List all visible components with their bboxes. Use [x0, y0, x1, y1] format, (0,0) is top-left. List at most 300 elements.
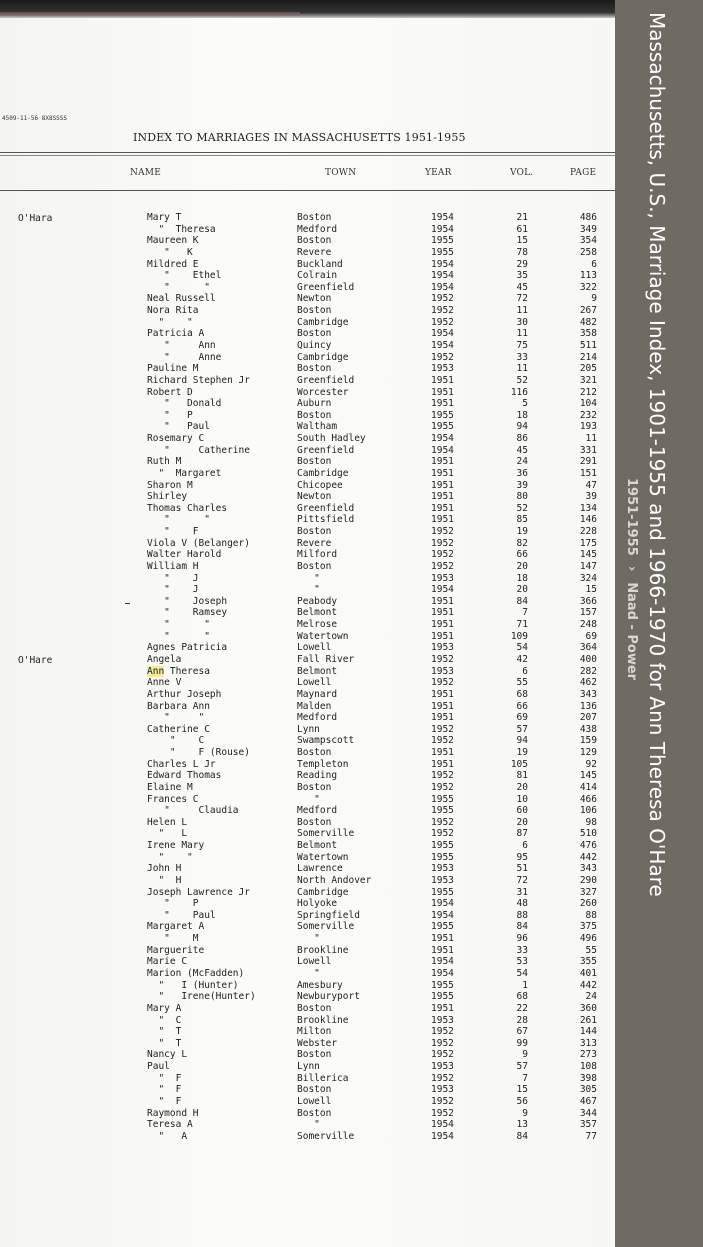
entry-name: Paul	[147, 1061, 170, 1072]
entry-town: Cambridge	[297, 351, 349, 363]
entry-name: " "	[147, 281, 210, 293]
entry-name: Ann Theresa	[147, 665, 210, 677]
entry-name: " "	[147, 514, 210, 526]
table-row	[0, 1084, 615, 1096]
entry-vol: 20	[516, 816, 528, 828]
entry-vol: 48	[516, 898, 528, 910]
entry-year: 1955	[431, 921, 454, 933]
table-row	[0, 712, 615, 724]
table-row	[0, 619, 615, 631]
entry-name: " C	[147, 735, 205, 747]
entry-vol: 54	[516, 642, 528, 654]
entry-year: 1954	[431, 433, 454, 444]
entry-page: 39	[585, 491, 597, 503]
entry-name: " Joseph	[147, 595, 228, 607]
entry-name: " C	[147, 1014, 182, 1026]
entry-year: 1954	[431, 258, 454, 270]
surname-ohare: O'Hare	[18, 655, 53, 666]
table-row	[0, 724, 615, 736]
entry-town: Lawrence	[297, 863, 343, 875]
entry-name: " "	[147, 316, 193, 328]
entry-page: 327	[579, 886, 597, 898]
table-row	[0, 293, 615, 305]
entry-vol: 9	[522, 1049, 528, 1061]
table-row	[0, 421, 615, 433]
entry-year: 1952	[431, 305, 454, 316]
table-row	[0, 654, 615, 666]
table-row	[0, 456, 615, 468]
entry-town: "	[297, 584, 320, 596]
table-row	[0, 491, 615, 503]
entry-vol: 55	[516, 677, 528, 689]
surname-ohara: O'Hara	[18, 213, 53, 224]
table-row	[0, 305, 615, 317]
table-row	[0, 805, 615, 817]
entry-town: Boston	[297, 781, 332, 793]
entry-year: 1955	[431, 979, 454, 991]
entry-page: 267	[579, 305, 597, 316]
entry-year: 1951	[431, 619, 454, 630]
entry-page: 331	[579, 444, 597, 456]
entry-vol: 7	[522, 607, 528, 619]
entry-name: " K	[147, 246, 193, 258]
entry-page: 146	[579, 514, 597, 526]
entry-vol: 71	[516, 619, 528, 630]
entry-vol: 15	[516, 1084, 528, 1096]
table-row	[0, 340, 615, 352]
entry-name: Joseph Lawrence Jr	[147, 886, 250, 898]
entry-name: Patricia A	[147, 328, 205, 340]
header-page: PAGE	[570, 168, 597, 178]
entry-town: Springfield	[297, 909, 360, 921]
entry-year: 1953	[431, 665, 454, 677]
entry-year: 1954	[431, 281, 454, 293]
entry-vol: 6	[522, 840, 528, 851]
entry-year: 1952	[431, 828, 454, 840]
entry-vol: 18	[516, 409, 528, 421]
entry-page: 366	[579, 595, 597, 607]
entry-vol: 75	[516, 339, 528, 351]
entry-vol: 57	[516, 1061, 528, 1072]
entry-town: Templeton	[297, 758, 349, 770]
scan-edge-stripe	[0, 12, 300, 16]
entry-name: Nora Rita	[147, 305, 199, 316]
entry-town: Lowell	[297, 642, 332, 654]
header-rule-top-2	[0, 155, 615, 156]
entry-name: " F	[147, 1072, 182, 1084]
entry-year: 1953	[431, 1014, 454, 1026]
entry-page: 343	[579, 688, 597, 700]
entry-town: Reading	[297, 770, 338, 782]
entry-year: 1954	[431, 968, 454, 979]
entry-year: 1955	[431, 840, 454, 851]
record-source: Naad - Power	[624, 582, 639, 681]
entry-page: 467	[579, 1095, 597, 1107]
entry-name: " T	[147, 1037, 182, 1049]
table-row	[0, 794, 615, 806]
entry-vol: 33	[516, 351, 528, 363]
entry-town: Newton	[297, 491, 332, 503]
entry-page: 113	[579, 270, 597, 282]
entry-vol: 42	[516, 653, 528, 665]
entry-name: Thomas Charles	[147, 502, 228, 514]
entry-year: 1954	[431, 956, 454, 968]
entry-vol: 88	[516, 909, 528, 921]
entry-year: 1952	[431, 781, 454, 793]
entry-year: 1954	[431, 223, 454, 235]
entry-page: 147	[579, 560, 597, 572]
entry-year: 1954	[431, 898, 454, 910]
entry-town: Boston	[297, 816, 332, 828]
table-row	[0, 910, 615, 922]
entry-town: Billerica	[297, 1072, 349, 1084]
table-row	[0, 770, 615, 782]
entry-vol: 66	[516, 700, 528, 712]
entry-year: 1954	[431, 1130, 454, 1142]
entry-page: 375	[579, 921, 597, 933]
entry-page: 9	[591, 293, 597, 305]
entry-page: 106	[579, 805, 597, 817]
entry-vol: 45	[516, 281, 528, 293]
entry-vol: 33	[516, 944, 528, 956]
entry-vol: 20	[516, 584, 528, 596]
entry-page: 355	[579, 956, 597, 968]
entry-vol: 54	[516, 968, 528, 979]
entry-town: Fall River	[297, 653, 355, 665]
entry-page: 129	[579, 747, 597, 758]
entry-name: Anne V	[147, 677, 182, 689]
entry-vol: 68	[516, 688, 528, 700]
entry-page: 248	[579, 619, 597, 630]
entry-page: 92	[585, 758, 597, 770]
table-row	[0, 270, 615, 282]
table-row	[0, 235, 615, 247]
entry-town: Amesbury	[297, 979, 343, 991]
entry-year: 1955	[431, 793, 454, 805]
entry-vol: 28	[516, 1014, 528, 1026]
entry-town: Revere	[297, 537, 332, 549]
entry-name: " Margaret	[147, 467, 222, 479]
entry-name: " M	[147, 933, 199, 945]
entry-name: Shirley	[147, 491, 188, 503]
page-title: INDEX TO MARRIAGES IN MASSACHUSETTS 1951-1955	[133, 131, 466, 144]
entry-page: 466	[579, 793, 597, 805]
table-row	[0, 991, 615, 1003]
entry-name: Ruth M	[147, 456, 182, 468]
entry-town: "	[297, 572, 320, 584]
entry-name: Barbara Ann	[147, 700, 210, 712]
entry-name: John H	[147, 863, 182, 875]
entry-page: 476	[579, 840, 597, 851]
entry-town: "	[297, 1119, 320, 1131]
entry-vol: 116	[510, 386, 528, 398]
table-row	[0, 561, 615, 573]
entry-town: Colrain	[297, 270, 338, 282]
entry-name: Edward Thomas	[147, 770, 222, 782]
entry-page: 228	[579, 526, 597, 537]
entry-page: 414	[579, 781, 597, 793]
table-row	[0, 828, 615, 840]
entry-name: Sharon M	[147, 479, 193, 491]
entry-year: 1952	[431, 1049, 454, 1061]
entry-name: Rosemary C	[147, 433, 205, 444]
entry-name: Marguerite	[147, 944, 205, 956]
entry-year: 1951	[431, 1002, 454, 1014]
entry-page: 144	[579, 1026, 597, 1038]
table-row	[0, 224, 615, 236]
entry-town: Quincy	[297, 339, 332, 351]
entry-vol: 35	[516, 270, 528, 282]
entry-town: Boston	[297, 235, 332, 247]
entry-town: Boston	[297, 1049, 332, 1061]
entry-year: 1952	[431, 770, 454, 782]
entry-year: 1951	[431, 944, 454, 956]
entry-year: 1953	[431, 642, 454, 654]
entry-page: 398	[579, 1072, 597, 1084]
entry-vol: 87	[516, 828, 528, 840]
entry-name: Helen L	[147, 816, 188, 828]
entry-town: South Hadley	[297, 433, 366, 444]
record-subtitle	[624, 478, 639, 680]
entry-name: " Anne	[147, 351, 222, 363]
entry-page: 364	[579, 642, 597, 654]
entry-town: Greenfield	[297, 444, 355, 456]
entry-year: 1955	[431, 235, 454, 247]
entry-town: Boston	[297, 456, 332, 468]
entry-page: 282	[579, 665, 597, 677]
entry-town: Maynard	[297, 688, 338, 700]
entry-vol: 39	[516, 479, 528, 491]
table-row	[0, 759, 615, 771]
entry-name: " F	[147, 1084, 182, 1096]
table-row	[0, 945, 615, 957]
entry-page: 305	[579, 1084, 597, 1096]
entry-name: Agnes Patricia	[147, 642, 228, 654]
entry-town: Cambridge	[297, 886, 349, 898]
entry-vol: 30	[516, 316, 528, 328]
entry-year: 1954	[431, 1119, 454, 1131]
table-row	[0, 701, 615, 713]
entry-town: Lowell	[297, 1095, 332, 1107]
entry-name: " Paul	[147, 909, 216, 921]
table-row	[0, 852, 615, 864]
entry-town: Boston	[297, 526, 332, 537]
entry-town: Medford	[297, 712, 338, 724]
entry-year: 1951	[431, 700, 454, 712]
entry-name: Margaret A	[147, 921, 205, 933]
entry-page: 77	[585, 1130, 597, 1142]
entry-year: 1951	[431, 479, 454, 491]
table-row	[0, 549, 615, 561]
entry-name: William H	[147, 560, 199, 572]
entry-vol: 84	[516, 1130, 528, 1142]
entry-year: 1955	[431, 409, 454, 421]
entry-vol: 21	[516, 212, 528, 223]
entry-town: Pittsfield	[297, 514, 355, 526]
table-row	[0, 468, 615, 480]
table-row	[0, 573, 615, 585]
entry-name: " Donald	[147, 398, 222, 410]
entry-town: Belmont	[297, 607, 338, 619]
entry-page: 214	[579, 351, 597, 363]
entry-year: 1952	[431, 816, 454, 828]
entry-year: 1951	[431, 688, 454, 700]
table-row	[0, 887, 615, 899]
entry-name: " Irene(Hunter)	[147, 991, 256, 1003]
entry-page: 343	[579, 863, 597, 875]
entry-year: 1951	[431, 607, 454, 619]
entry-town: "	[297, 933, 320, 945]
header-vol: VOL.	[510, 168, 534, 178]
entry-town: Boston	[297, 409, 332, 421]
entry-vol: 68	[516, 991, 528, 1003]
table-row	[0, 328, 615, 340]
entry-page: 175	[579, 537, 597, 549]
table-row	[0, 503, 615, 515]
entry-year: 1954	[431, 270, 454, 282]
entry-page: 354	[579, 235, 597, 247]
entry-page: 442	[579, 851, 597, 863]
entry-year: 1954	[431, 444, 454, 456]
entry-year: 1953	[431, 863, 454, 875]
entry-vol: 11	[516, 328, 528, 340]
entry-page: 98	[585, 816, 597, 828]
table-row	[0, 317, 615, 329]
entry-town: Boston	[297, 212, 332, 223]
entry-town: Boston	[297, 328, 332, 340]
entry-page: 145	[579, 549, 597, 561]
entry-vol: 96	[516, 933, 528, 945]
entry-year: 1951	[431, 595, 454, 607]
entry-year: 1954	[431, 909, 454, 921]
entry-vol: 95	[516, 851, 528, 863]
table-row	[0, 1119, 615, 1131]
entry-year: 1952	[431, 351, 454, 363]
entry-page: 360	[579, 1002, 597, 1014]
entry-town: Milton	[297, 1026, 332, 1038]
entry-town: Watertown	[297, 630, 349, 642]
entry-town: Newton	[297, 293, 332, 305]
entry-vol: 20	[516, 781, 528, 793]
entry-page: 358	[579, 328, 597, 340]
entry-name: " Paul	[147, 421, 210, 433]
entry-year: 1954	[431, 339, 454, 351]
entry-town: Melrose	[297, 619, 338, 630]
entry-page: 69	[585, 630, 597, 642]
entry-name: " J	[147, 584, 199, 596]
entry-year: 1952	[431, 537, 454, 549]
entry-name: Charles L Jr	[147, 758, 216, 770]
entry-page: 510	[579, 828, 597, 840]
entry-town: Boston	[297, 1084, 332, 1096]
entry-vol: 61	[516, 223, 528, 235]
entry-name: " H	[147, 874, 182, 886]
entry-year: 1951	[431, 398, 454, 410]
entry-vol: 10	[516, 793, 528, 805]
record-title: Massachusetts, U.S., Marriage Index, 1901-1955 and 1966-1970 for Ann Theresa O'Hare	[645, 12, 669, 897]
table-row	[0, 1073, 615, 1085]
table-row	[0, 875, 615, 887]
entry-town: North Andover	[297, 874, 372, 886]
entry-page: 291	[579, 456, 597, 468]
table-row	[0, 1003, 615, 1015]
entry-vol: 69	[516, 712, 528, 724]
table-row	[0, 526, 615, 538]
entry-town: Greenfield	[297, 374, 355, 386]
entry-name: " L	[147, 828, 188, 840]
entry-page: 145	[579, 770, 597, 782]
entry-page: 357	[579, 1119, 597, 1131]
entry-page: 11	[585, 433, 597, 444]
entry-name: Nancy L	[147, 1049, 188, 1061]
entry-name: Elaine M	[147, 781, 193, 793]
table-row	[0, 584, 615, 596]
entry-town: Swampscott	[297, 735, 355, 747]
entry-year: 1954	[431, 212, 454, 223]
entry-vol: 7	[522, 1072, 528, 1084]
entry-town: Cambridge	[297, 467, 349, 479]
table-row	[0, 282, 615, 294]
entry-name: Richard Stephen Jr	[147, 374, 250, 386]
table-row	[0, 363, 615, 375]
entry-year: 1954	[431, 328, 454, 340]
table-row	[0, 642, 615, 654]
entry-town: Buckland	[297, 258, 343, 270]
entry-name: " Ethel	[147, 270, 222, 282]
entry-town: Greenfield	[297, 281, 355, 293]
entry-year: 1952	[431, 293, 454, 305]
entry-page: 322	[579, 281, 597, 293]
entry-town: Somerville	[297, 921, 355, 933]
entry-vol: 52	[516, 502, 528, 514]
entry-name: Walter Harold	[147, 549, 222, 561]
entry-page: 108	[579, 1061, 597, 1072]
entry-vol: 57	[516, 723, 528, 735]
table-row	[0, 259, 615, 271]
table-row	[0, 747, 615, 759]
entry-vol: 9	[522, 1107, 528, 1119]
entry-name: " Catherine	[147, 444, 250, 456]
entry-town: Medford	[297, 223, 338, 235]
entry-name: " Ramsey	[147, 607, 228, 619]
entry-vol: 11	[516, 305, 528, 316]
entry-year: 1951	[431, 491, 454, 503]
entry-name: " F	[147, 1095, 182, 1107]
entry-vol: 67	[516, 1026, 528, 1038]
table-row	[0, 398, 615, 410]
entry-page: 157	[579, 607, 597, 619]
table-row	[0, 1038, 615, 1050]
table-row	[0, 1026, 615, 1038]
entry-town: Newburyport	[297, 991, 360, 1003]
entry-vol: 56	[516, 1095, 528, 1107]
entry-name: Irene Mary	[147, 840, 205, 851]
header-rule-bottom	[0, 190, 615, 191]
entry-name: " "	[147, 619, 210, 630]
entry-page: 482	[579, 316, 597, 328]
entry-page: 88	[585, 909, 597, 921]
entry-year: 1955	[431, 805, 454, 817]
entry-vol: 18	[516, 572, 528, 584]
entry-vol: 36	[516, 467, 528, 479]
entry-vol: 94	[516, 735, 528, 747]
entry-year: 1951	[431, 758, 454, 770]
entry-page: 136	[579, 700, 597, 712]
entry-town: Somerville	[297, 1130, 355, 1142]
search-highlight: Ann	[147, 665, 165, 677]
table-row	[0, 840, 615, 852]
entry-vol: 51	[516, 863, 528, 875]
